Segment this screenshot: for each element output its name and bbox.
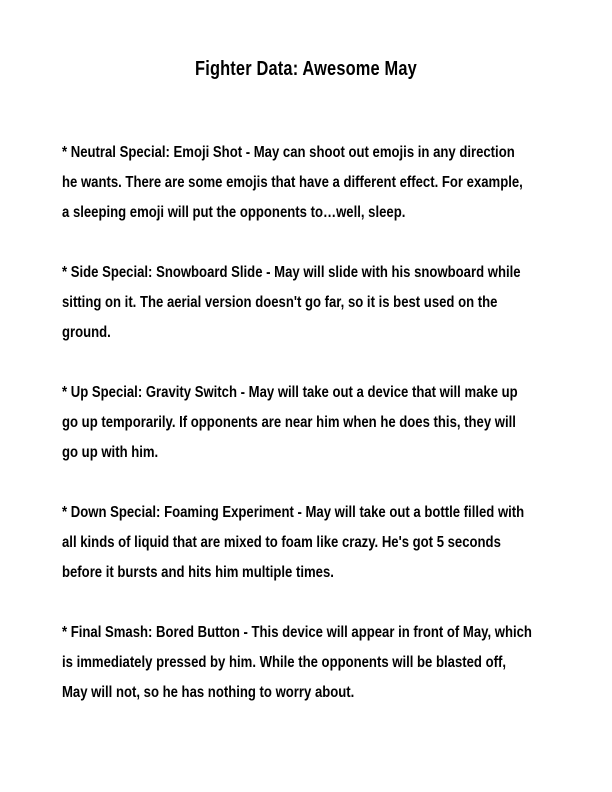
entry-line: go up temporarily. If opponents are near him when he does this, they will — [62, 414, 516, 431]
move-entry-down-special — [62, 498, 612, 588]
entry-line: ground. — [62, 324, 111, 341]
entry-line: * Up Special: Gravity Switch - May will take out a device that will make up — [62, 384, 518, 401]
move-entry-up-special — [62, 378, 612, 468]
move-entry-side-special — [62, 258, 612, 348]
entry-line: * Neutral Special: Emoji Shot - May can shoot out emojis in any direction — [62, 144, 515, 161]
entry-line: May will not, so he has nothing to worry about. — [62, 684, 355, 701]
move-entry-final-smash — [62, 618, 612, 708]
entry-line: go up with him. — [62, 444, 159, 461]
entry-line: * Side Special: Snowboard Slide - May will slide with his snowboard while — [62, 264, 521, 281]
entry-line: he wants. There are some emojis that have a different effect. For example, — [62, 174, 523, 191]
entry-line: before it bursts and hits him multiple times. — [62, 564, 334, 581]
entry-line: is immediately pressed by him. While the opponents will be blasted off, — [62, 654, 506, 671]
entry-line: a sleeping emoji will put the opponents to…well, sleep. — [62, 204, 406, 221]
move-list — [62, 138, 612, 738]
entry-line: sitting on it. The aerial version doesn't go far, so it is best used on the — [62, 294, 498, 311]
entry-line: all kinds of liquid that are mixed to foam like crazy. He's got 5 seconds — [62, 534, 501, 551]
move-entry-neutral-special — [62, 138, 612, 228]
entry-line: * Down Special: Foaming Experiment - May will take out a bottle filled with — [62, 504, 525, 521]
entry-line: * Final Smash: Bored Button - This device will appear in front of May, which — [62, 624, 532, 641]
page-title: Fighter Data: Awesome May — [195, 58, 417, 80]
